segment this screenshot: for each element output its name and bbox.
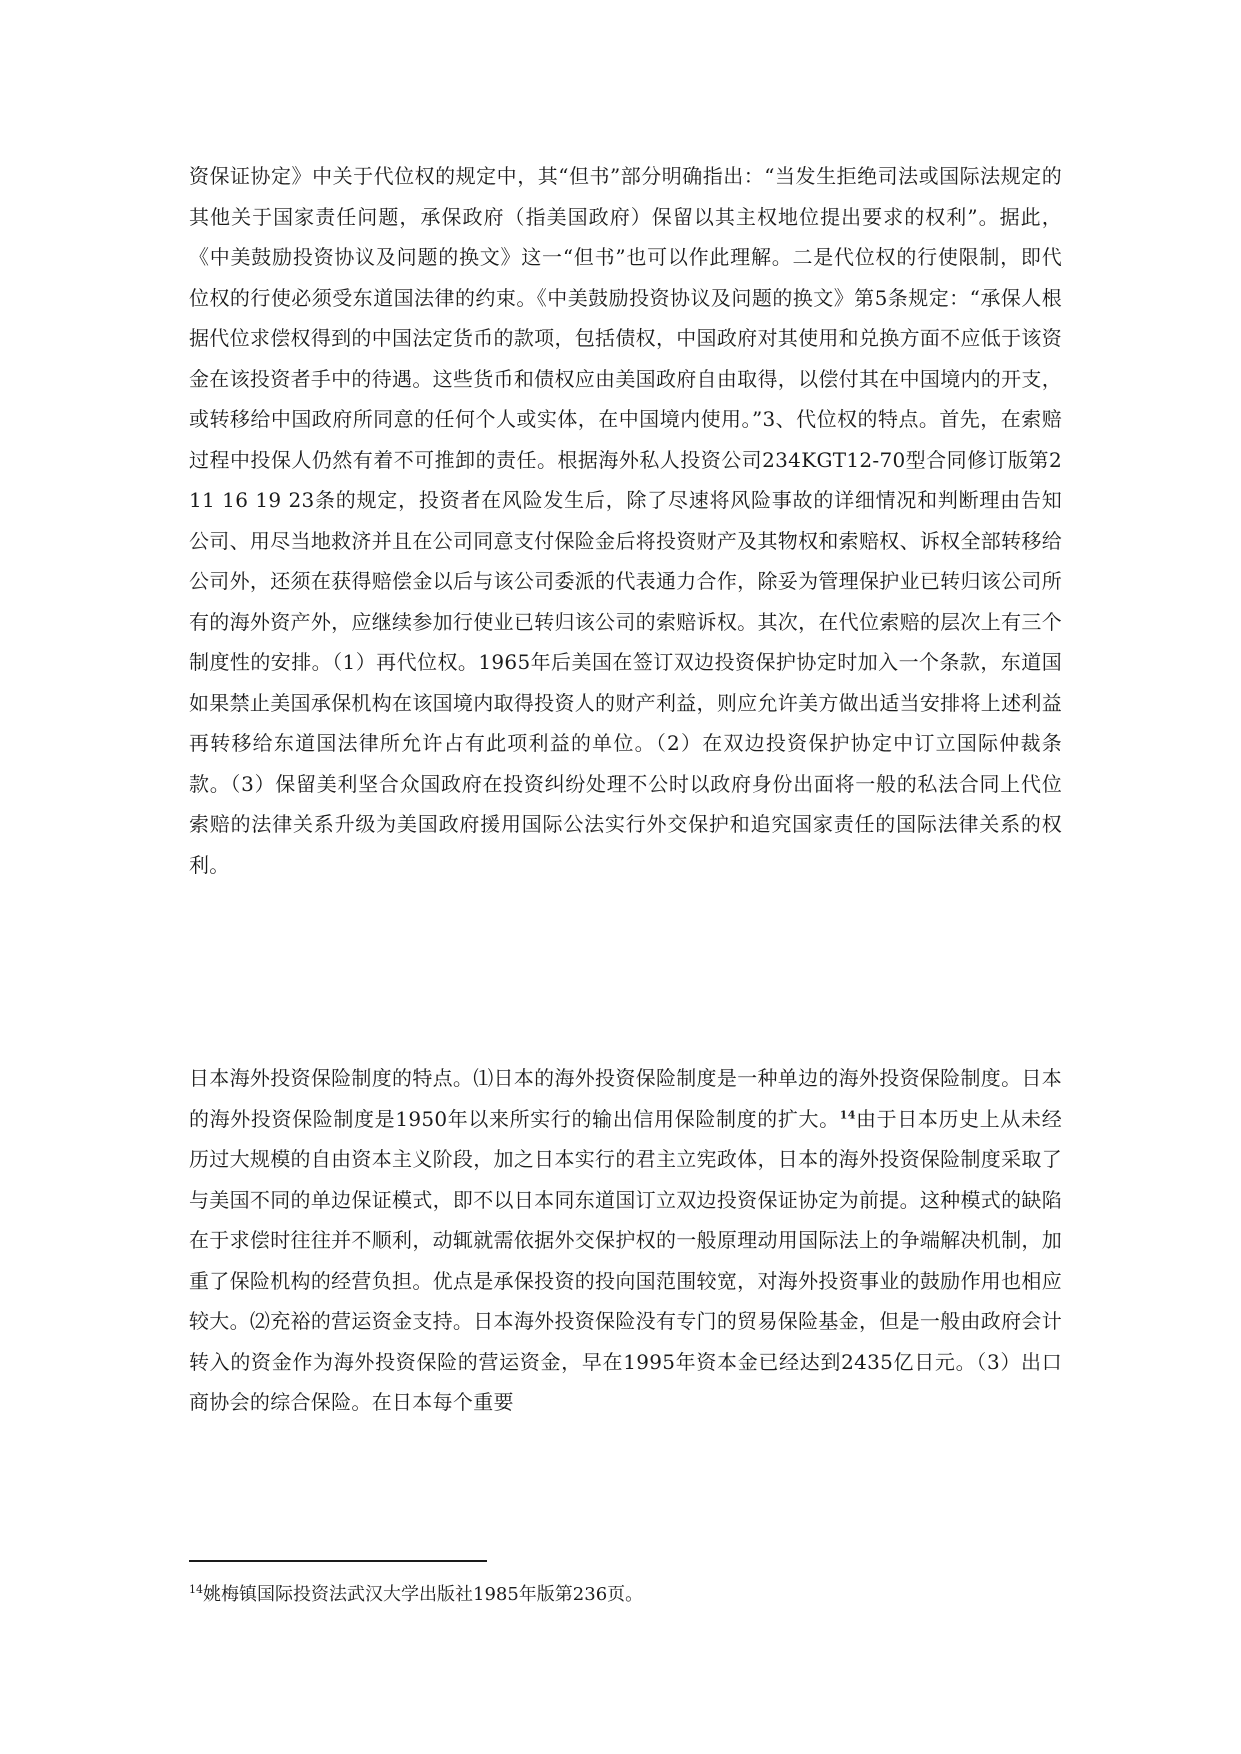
paragraph-text: 由于日本历史上从未经历过大规模的自由资本主义阶段，加之日本实行的君主立宪政体，日本的海外投资保险制度采取了与美国不同的单边保证模式，即不以日本同东道国订立双边投资保证协定为前提。这种模式的缺陷在于求偿时往往并不顺利，动辄就需依据外交保护权的一般原理动用国际法上的争端解决机制，加重了保险机构的经营负担。优点是承保投资的投向国范围较宽，对海外投资事业的鼓励作用也相应较大。⑵充裕的营运资金支持。日本海外投资保险没有专门的贸易保险基金，但是一般由政府会计转入的资金作为海外投资保险的营运资金，早在1995年资本金已经达到2435亿日元。（3）出口商协会的综合保险。在日本每个重要 [189,1106,1062,1414]
footnote-reference[interactable]: 14 [839,1107,856,1121]
footnote-divider [189,1560,487,1562]
footnote-text: 姚梅镇国际投资法武汉大学出版社1985年版第236页。 [203,1584,644,1605]
footnote-mark: 14 [189,1583,203,1596]
paragraph-text: 日本海外投资保险制度的特点。⑴日本的海外投资保险制度是一种单边的海外投资保险制度。日本的海外投资保险制度是1950年以来所实行的输出信用保险制度的扩大。 [189,1066,1062,1131]
footnote [189,1580,1062,1610]
body-paragraph: 资保证协定》中关于代位权的规定中，其“但书”部分明确指出：“当发生拒绝司法或国际法规定的其他关于国家责任问题，承保政府（指美国政府）保留以其主权地位提出要求的权利”。据此，《中美鼓励投资协议及问题的换文》这一“但书”也可以作此理解。二是代位权的行使限制，即代位权的行使必须受东道国法律的约束。《中美鼓励投资协议及问题的换文》第5条规定：“承保人根据代位求偿权得到的中国法定货币的款项，包括债权，中国政府对其使用和兑换方面不应低于该资金在该投资者手中的待遇。这些货币和债权应由美国政府自由取得，以偿付其在中国境内的开支，或转移给中国政府所同意的任何个人或实体，在中国境内使用。”3、代位权的特点。首先，在索赔过程中投保人仍然有着不可推卸的责任。根据海外私人投资公司234KGT12-70型合同修订版第2 11 16 19 23条的规定，投资者在风险发生后，除了尽速将风险事故的详细情况和判断理由告知公司、用尽当地救济并且在公司同意支付保险金后将投资财产及其物权和索赔权、诉权全部转移给公司外，还须在获得赔偿金以后与该公司委派的代表通力合作，除妥为管理保护业已转归该公司所有的海外资产外，应继续参加行使业已转归该公司的索赔诉权。其次，在代位索赔的层次上有三个制度性的安排。（1）再代位权。1965年后美国在签订双边投资保护协定时加入一个条款，东道国如果禁止美国承保机构在该国境内取得投资人的财产利益，则应允许美方做出适当安排将上述利益再转移给东道国法律所允许占有此项利益的单位。（2）在双边投资保护协定中订立国际仲裁条款。（3）保留美利坚合众国政府在投资纠纷处理不公时以政府身份出面将一般的私法合同上代位索赔的法律关系升级为美国政府援用国际公法实行外交保护和追究国家责任的国际法律关系的权利。 [189,164,1062,877]
body-paragraph [189,1058,1062,1423]
